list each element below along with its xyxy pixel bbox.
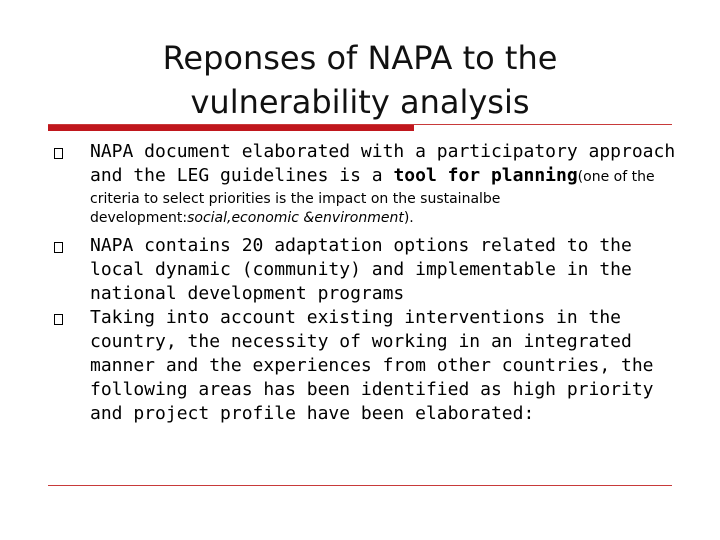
slide-title	[60, 36, 660, 124]
bullet-item	[48, 306, 678, 426]
square-bullet-icon	[54, 148, 63, 159]
bullet-text-small: (one of the	[577, 169, 655, 185]
title-divider-accent	[48, 125, 414, 131]
bullet-subtext	[90, 190, 678, 228]
footer-divider	[48, 485, 672, 486]
title-line-1: Reponses of NAPA to the	[162, 39, 558, 77]
bullet-text: NAPA document elaborated with a participatory approach and the LEG guidelines is a	[90, 141, 676, 186]
bullet-subtext-a: criteria to select priorities is the impact on the sustainalbe development:	[90, 191, 501, 226]
bullet-text-bold: tool for planning	[393, 165, 578, 186]
bullet-text: NAPA contains 20 adaptation options related to the local dynamic (community) and implementable in the national development programs	[90, 235, 632, 304]
bullet-subtext-b: ).	[403, 210, 414, 226]
bullet-item	[48, 234, 678, 306]
square-bullet-icon	[54, 314, 63, 325]
bullet-subtext-italic: social,economic &environment	[187, 210, 404, 226]
title-line-2: vulnerability analysis	[190, 83, 530, 121]
square-bullet-icon	[54, 242, 63, 253]
bullet-list	[48, 140, 678, 426]
bullet-text: Taking into account existing interventions in the country, the necessity of working in an integrated manner and the experiences from other countries, the following areas has been identified as high priority and project profile have been elaborated:	[90, 307, 654, 424]
bullet-item	[48, 140, 678, 228]
